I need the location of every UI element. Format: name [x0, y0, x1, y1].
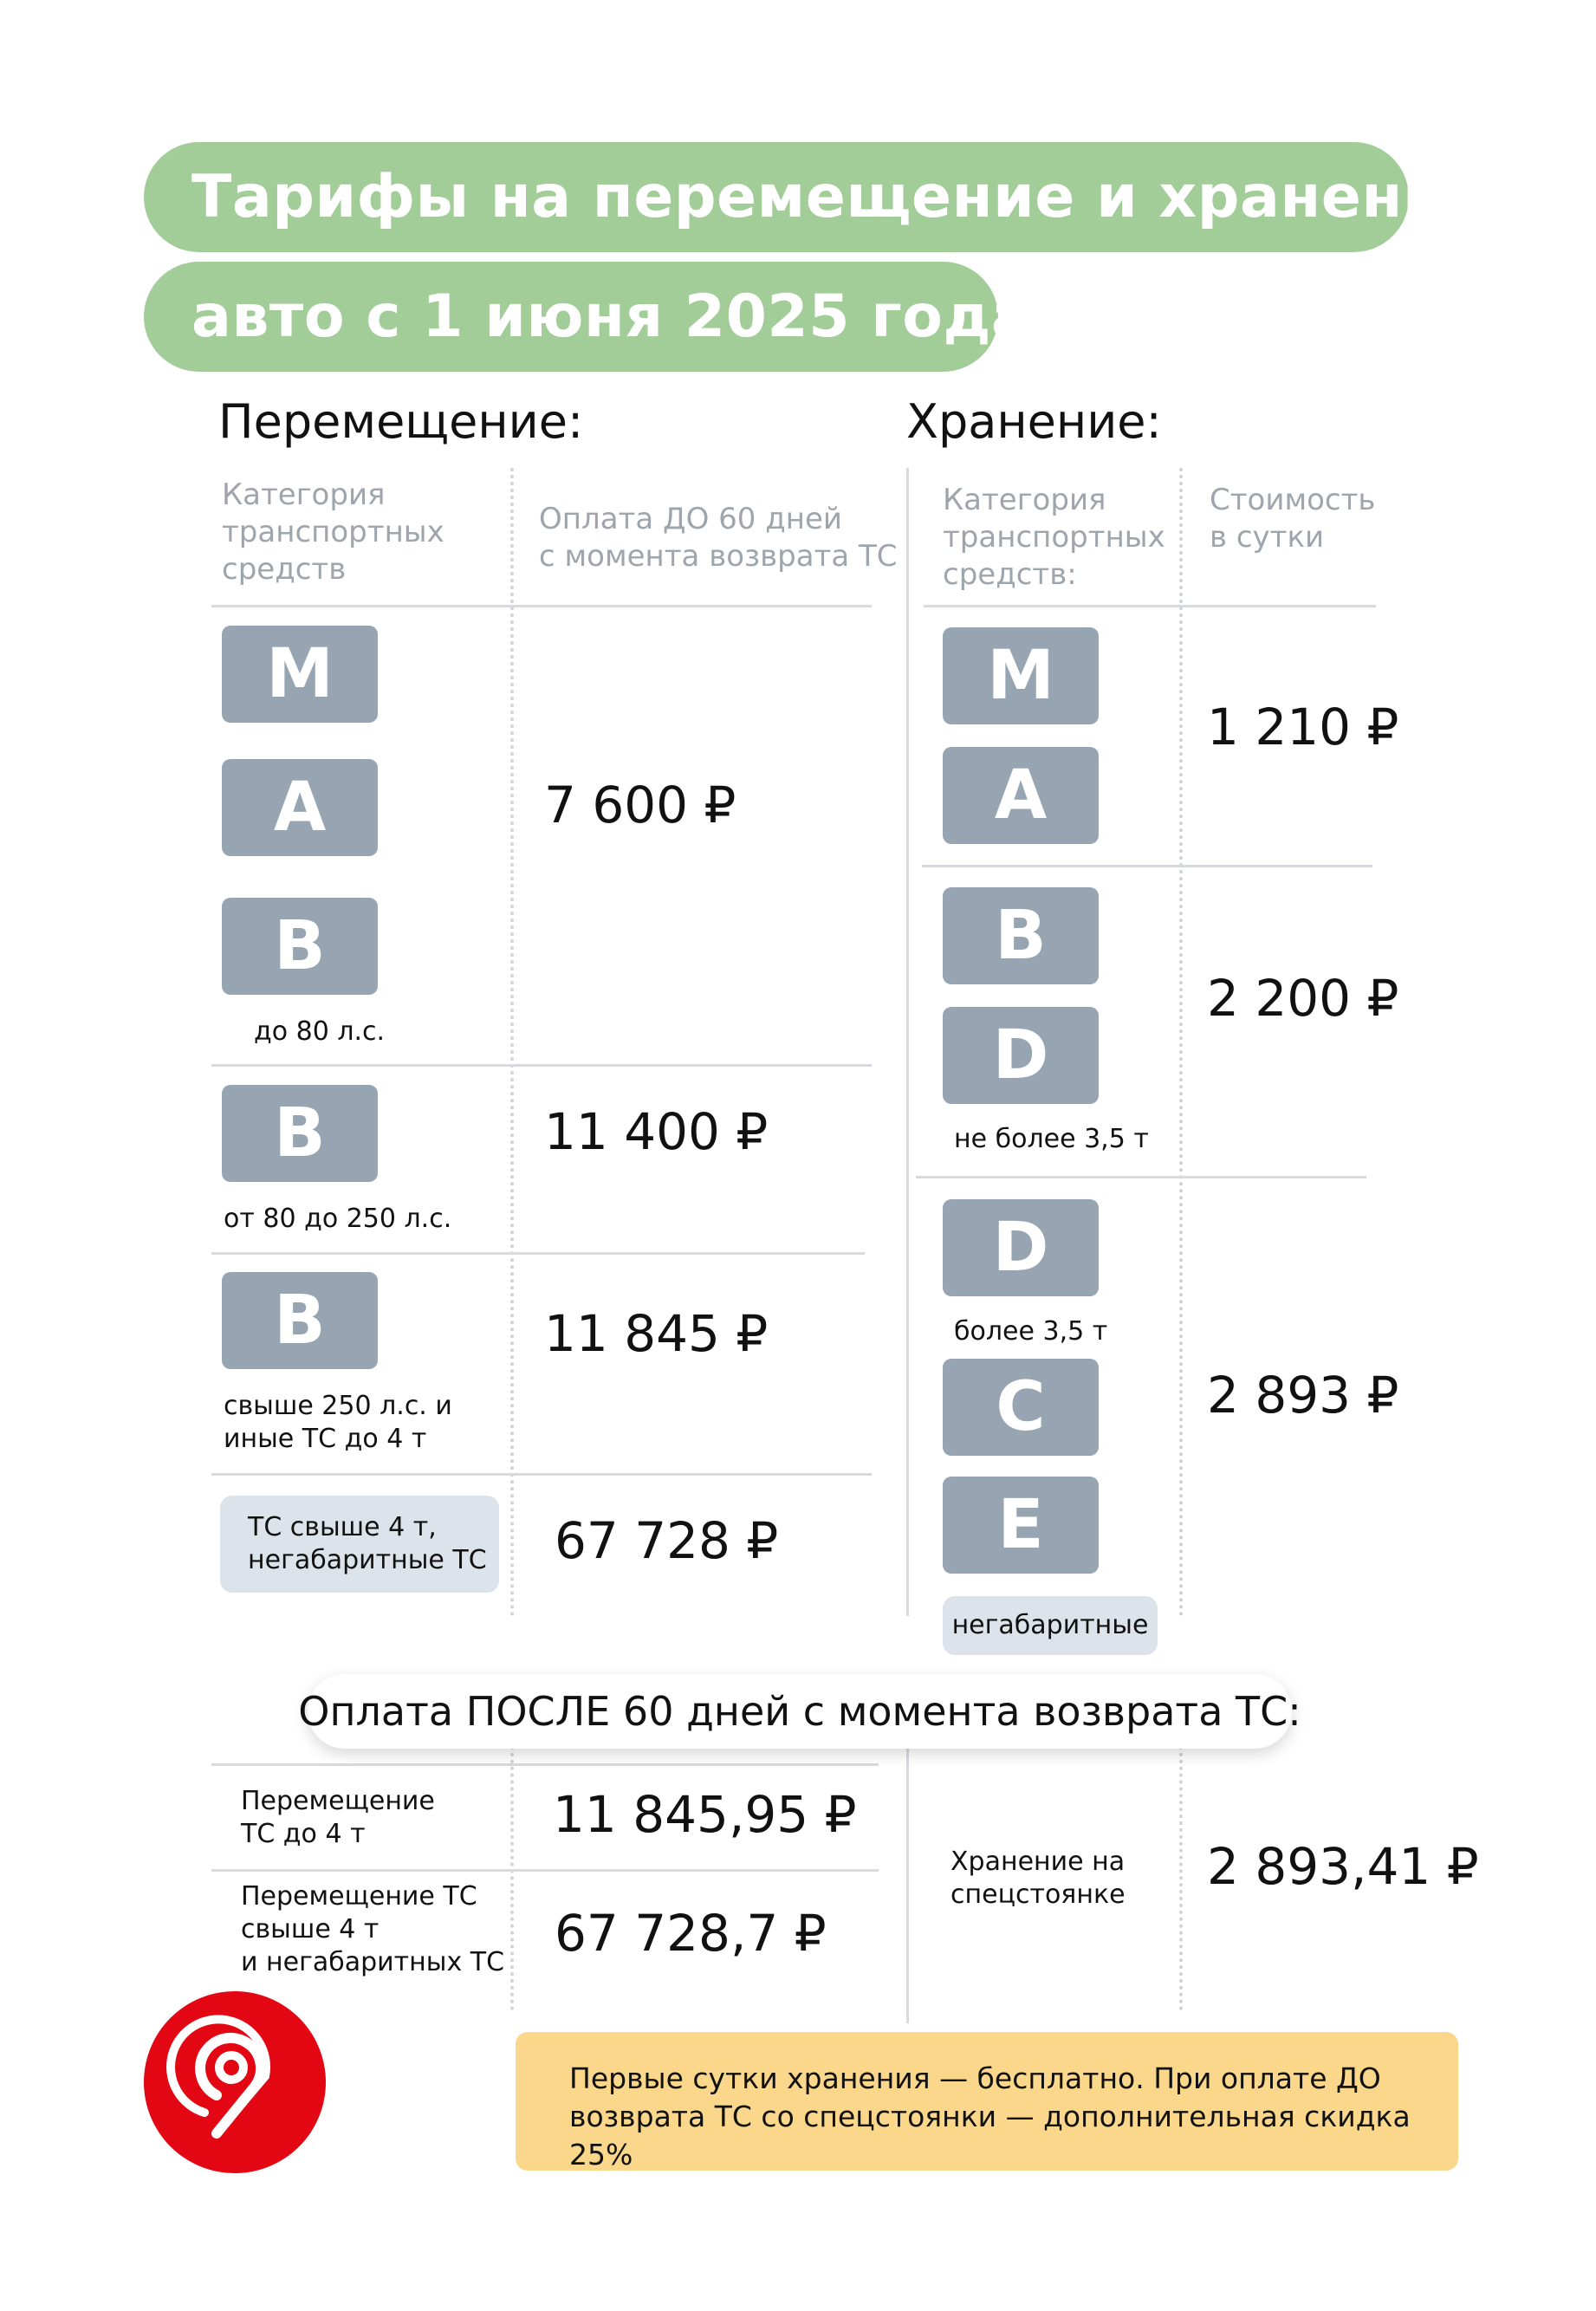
- relocation-price: 67 728 ₽: [555, 1511, 779, 1570]
- storage-col-category: Категория транспортных средств:: [943, 483, 1165, 592]
- storage-row-line: [922, 865, 1372, 867]
- relocation-price: 7 600 ₽: [544, 776, 736, 834]
- after-60-days-label: Оплата ПОСЛЕ 60 дней с момента возврата ТС:: [308, 1674, 1292, 1749]
- storage-row-line: [916, 1176, 1366, 1178]
- after-relocation-label: Перемещение ТС свыше 4 т и негабаритных ТС: [241, 1881, 505, 1977]
- relocation-price: 11 400 ₽: [544, 1102, 769, 1161]
- relocation-column-divider: [510, 468, 514, 1617]
- relocation-row-line: [211, 1473, 872, 1476]
- oversize-chip: негабаритные: [943, 1596, 1158, 1655]
- parking-nine-logo-icon: [144, 1991, 326, 2173]
- category-e-tile: E: [943, 1477, 1099, 1574]
- relocation-header-line: [211, 605, 872, 607]
- storage-title: Хранение:: [906, 394, 1162, 449]
- relocation-price: 11 845 ₽: [544, 1304, 769, 1363]
- after-row-line: [211, 1869, 879, 1872]
- category-b-tile: B: [222, 1272, 378, 1369]
- category-note: свыше 250 л.с. и иные ТС до 4 т: [224, 1391, 452, 1454]
- relocation-title: Перемещение:: [218, 394, 584, 449]
- storage-column-divider: [1179, 468, 1183, 1617]
- oversize-chip: ТС свыше 4 т, негабаритные ТС: [220, 1496, 499, 1593]
- relocation-row-line: [211, 1064, 872, 1067]
- category-a-tile: A: [943, 747, 1099, 844]
- relocation-col-category: Категория транспортных средств: [222, 477, 444, 587]
- after-middle-divider: [906, 1746, 909, 2023]
- relocation-col-payment: Оплата ДО 60 дней с момента возврата ТС: [539, 502, 898, 574]
- category-d-tile: D: [943, 1007, 1099, 1104]
- storage-price: 2 200 ₽: [1207, 969, 1399, 1028]
- after-relocation-price: 11 845,95 ₽: [553, 1785, 857, 1844]
- category-note: до 80 л.с.: [254, 1016, 386, 1047]
- category-b-tile: B: [222, 1085, 378, 1182]
- storage-price: 2 893 ₽: [1207, 1366, 1399, 1425]
- after-storage-price: 2 893,41 ₽: [1207, 1837, 1479, 1896]
- title-pill-line1: [144, 142, 1485, 252]
- middle-divider: [906, 468, 909, 1616]
- title-line1: Тарифы на перемещение и хранение: [191, 162, 1485, 231]
- storage-price: 1 210 ₽: [1207, 698, 1399, 756]
- category-m-tile: M: [222, 626, 378, 723]
- category-note: от 80 до 250 л.с.: [224, 1204, 452, 1234]
- category-c-tile: C: [943, 1359, 1099, 1456]
- after-top-line: [211, 1763, 879, 1766]
- title-line2: авто с 1 июня 2025 года: [191, 282, 1032, 351]
- category-d-tile: D: [943, 1199, 1099, 1296]
- category-a-tile: A: [222, 759, 378, 856]
- category-b-tile: B: [943, 887, 1099, 984]
- relocation-row-line: [211, 1252, 865, 1255]
- after-storage-label: Хранение на спецстоянке: [950, 1847, 1126, 1910]
- footer-note: Первые сутки хранения — бесплатно. При оплате ДО возврата ТС со спецстоянки — дополнительная скидка 25%: [516, 2032, 1458, 2171]
- after-relocation-label: Перемещение ТС до 4 т: [241, 1786, 435, 1849]
- storage-header-line: [924, 605, 1376, 607]
- category-b-tile: B: [222, 898, 378, 995]
- after-relocation-price: 67 728,7 ₽: [555, 1904, 827, 1963]
- category-note: более 3,5 т: [954, 1316, 1108, 1347]
- title-pill-line2: [144, 262, 1032, 372]
- storage-col-cost: Стоимость в сутки: [1210, 483, 1376, 555]
- category-note: не более 3,5 т: [954, 1124, 1149, 1154]
- after-storage-divider: [1179, 1746, 1183, 2010]
- category-m-tile: M: [943, 627, 1099, 724]
- after-relocation-divider: [510, 1746, 514, 2010]
